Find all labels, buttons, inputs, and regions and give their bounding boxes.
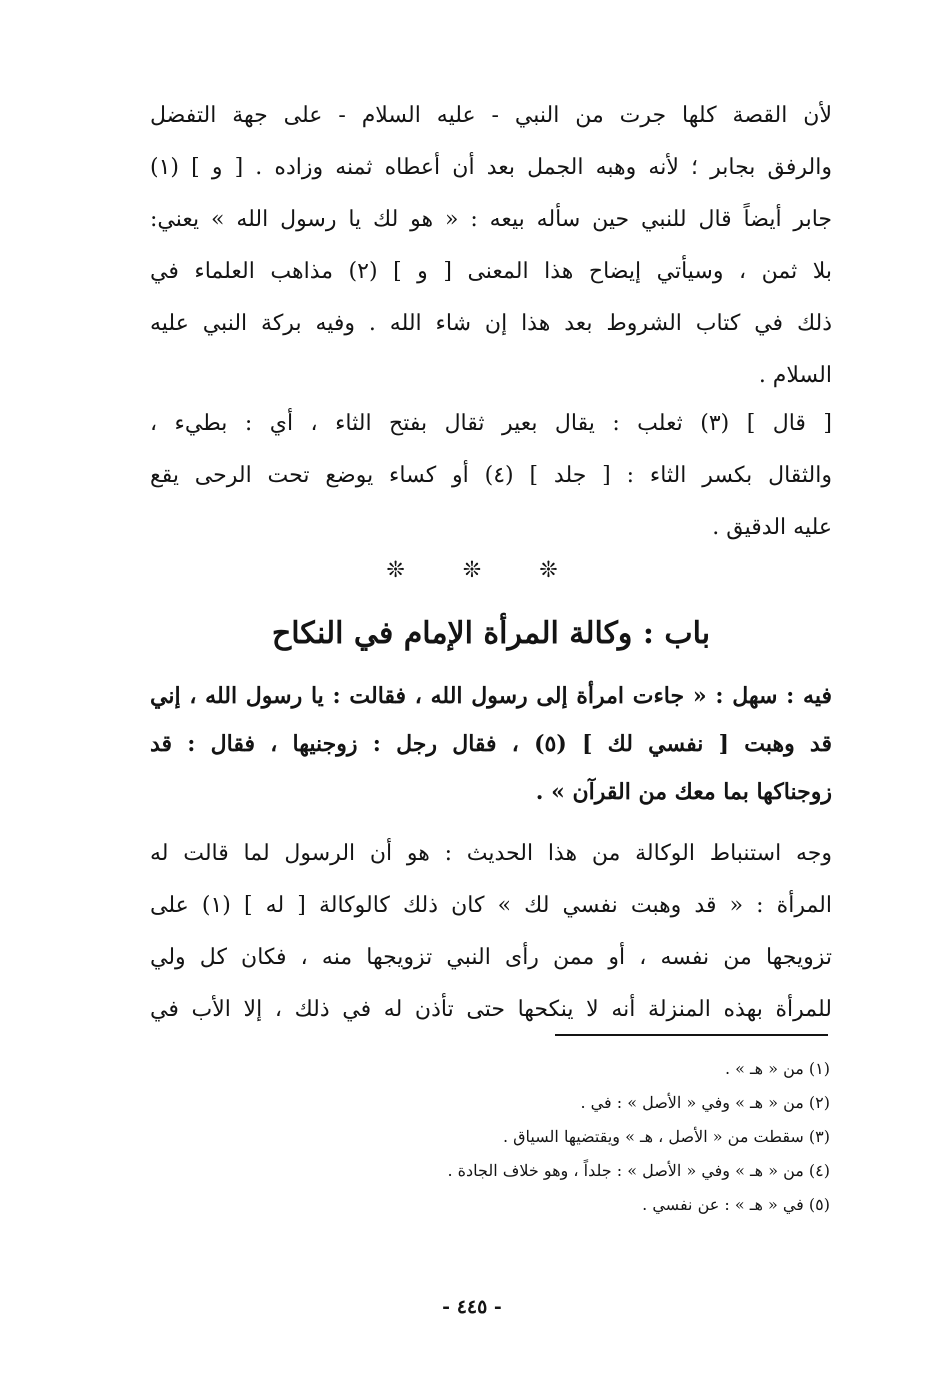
footnote: (٤) من « هـ » وفي « الأصل » : جلداً ، وهو خلاف الجادة . [447,1161,830,1180]
paragraph-3 [150,828,832,1036]
text-line: [ قال ] (٣) ثعلب : يقال بعير ثقال بفتح الثاء ، أي : بطيء ، [150,411,832,436]
hadith-text [150,672,832,816]
text-line: ذلك في كتاب الشروط بعد هذا إن شاء الله . وفيه بركة النبي عليه [150,311,832,336]
page-number: - ٤٤٥ - [442,1296,502,1318]
chapter-heading: باب : وكالة المرأة الإمام في النكاح [271,616,711,651]
footnotes [300,1052,830,1222]
footnote: (٢) من « هـ » وفي « الأصل » : في . [580,1093,830,1112]
text-line: السلام . [758,363,832,388]
text-line: فيه : سهل : « جاءت امرأة إلى رسول الله ، فقالت : يا رسول الله ، إني [150,683,832,709]
text-line: جابر أيضاً قال للنبي حين سأله بيعه : « هو لك يا رسول الله » يعني: [150,207,832,232]
star-icon: ❊ [462,558,482,583]
text-line: بلا ثمن ، وسيأتي إيضاح هذا المعنى [ و ] (٢) مذاهب العلماء في [150,259,832,284]
text-line: زوجناكها بما معك من القرآن » . [535,779,832,805]
footnote: (٣) سقطت من « الأصل ، هـ » ويقتضيها السياق . [502,1127,830,1146]
star-icon: ❊ [386,558,405,583]
star-icon: ❊ [539,558,558,583]
text-line: تزويجها من نفسه ، أو ممن رأى النبي تزويجها منه ، فكان كل ولي [150,945,832,970]
text-line: عليه الدقيق . [712,515,832,540]
text-line: والثقال بكسر الثاء : [ جلد ] (٤) أو كساء يوضع تحت الرحى يقع [150,463,832,488]
text-line: المرأة : « قد وهبت نفسي لك » كان ذلك كالوكالة [ له ] (١) على [150,893,832,918]
text-line: قد وهبت [ نفسي لك ] (٥) ، فقال رجل : زوجنيها ، فقال : قد [150,731,832,757]
paragraph-1 [150,90,832,402]
footnote-divider [555,1034,828,1036]
text-line: لأن القصة كلها جرت من النبي - عليه السلام - على جهة التفضل [150,103,832,128]
section-separator [0,558,944,588]
text-line: للمرأة بهذه المنزلة أنه لا ينكحها حتى تأذن له في ذلك ، إلا الأب في [150,997,832,1022]
footnote: (٥) في « هـ » : عن نفسي . [642,1195,830,1214]
footnote: (١) من « هـ » . [724,1059,830,1078]
text-line: والرفق بجابر ؛ لأنه وهبه الجمل بعد أن أعطاه ثمنه وزاده . [ و ] (١) [150,155,832,180]
paragraph-2 [150,398,832,554]
text-line: وجه استنباط الوكالة من هذا الحديث : هو أن الرسول لما قالت له [150,841,832,866]
